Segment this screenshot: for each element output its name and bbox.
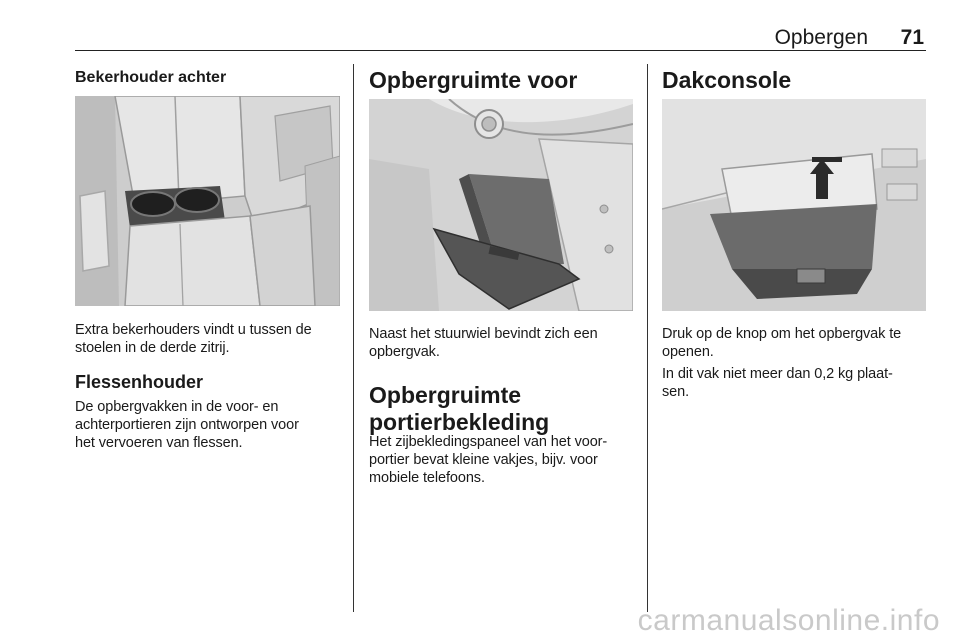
paragraph-front-storage	[369, 325, 637, 361]
watermark: carmanualsonline.info	[637, 604, 940, 637]
heading-line: portierbekleding	[369, 409, 550, 435]
heading-storage-front: Opbergruimte voor	[369, 67, 578, 93]
paragraph-bottle-holder	[75, 398, 343, 452]
paragraph-roof-console-2	[662, 365, 930, 401]
heading-cupholder-rear: Bekerhouder achter	[75, 69, 227, 86]
text-line: achterportieren zijn ontworpen voor	[75, 417, 299, 433]
text-line: In dit vak niet meer dan 0,2 kg plaat-	[662, 366, 893, 382]
heading-line: Opbergruimte	[369, 382, 522, 408]
paragraph-door-storage	[369, 433, 637, 487]
figure-roof-console	[662, 99, 926, 311]
text-line: openen.	[662, 344, 714, 360]
front-storage-illustration	[369, 99, 633, 311]
page-header	[75, 26, 926, 51]
page-number: 71	[900, 26, 924, 49]
column-divider	[353, 64, 354, 612]
text-line: De opbergvakken in de voor- en	[75, 399, 279, 415]
figure-rear-cupholder	[75, 96, 340, 306]
text-line: Druk op de knop om het opbergvak te	[662, 326, 902, 342]
text-line: Naast het stuurwiel bevindt zich een	[369, 326, 598, 342]
text-line: portier bevat kleine vakjes, bijv. voor	[369, 452, 598, 468]
heading-bottle-holder: Flessenhouder	[75, 372, 204, 392]
text-line: opbergvak.	[369, 344, 440, 360]
paragraph-cupholder	[75, 321, 343, 357]
text-line: mobiele telefoons.	[369, 470, 485, 486]
heading-roof-console: Dakconsole	[662, 67, 792, 93]
paragraph-roof-console-1	[662, 325, 930, 361]
roof-console-illustration	[662, 99, 926, 311]
text-line: Het zijbekledingspaneel van het voor-	[369, 434, 608, 450]
text-line: sen.	[662, 384, 690, 400]
figure-front-storage	[369, 99, 633, 311]
section-title: Opbergen	[774, 26, 868, 49]
text-line: het vervoeren van flessen.	[75, 435, 243, 451]
rear-cupholder-illustration	[75, 96, 340, 306]
text-line: stoelen in de derde zitrij.	[75, 340, 230, 356]
column-divider	[647, 64, 648, 612]
text-line: Extra bekerhouders vindt u tussen de	[75, 322, 312, 338]
heading-door-storage	[369, 382, 549, 436]
